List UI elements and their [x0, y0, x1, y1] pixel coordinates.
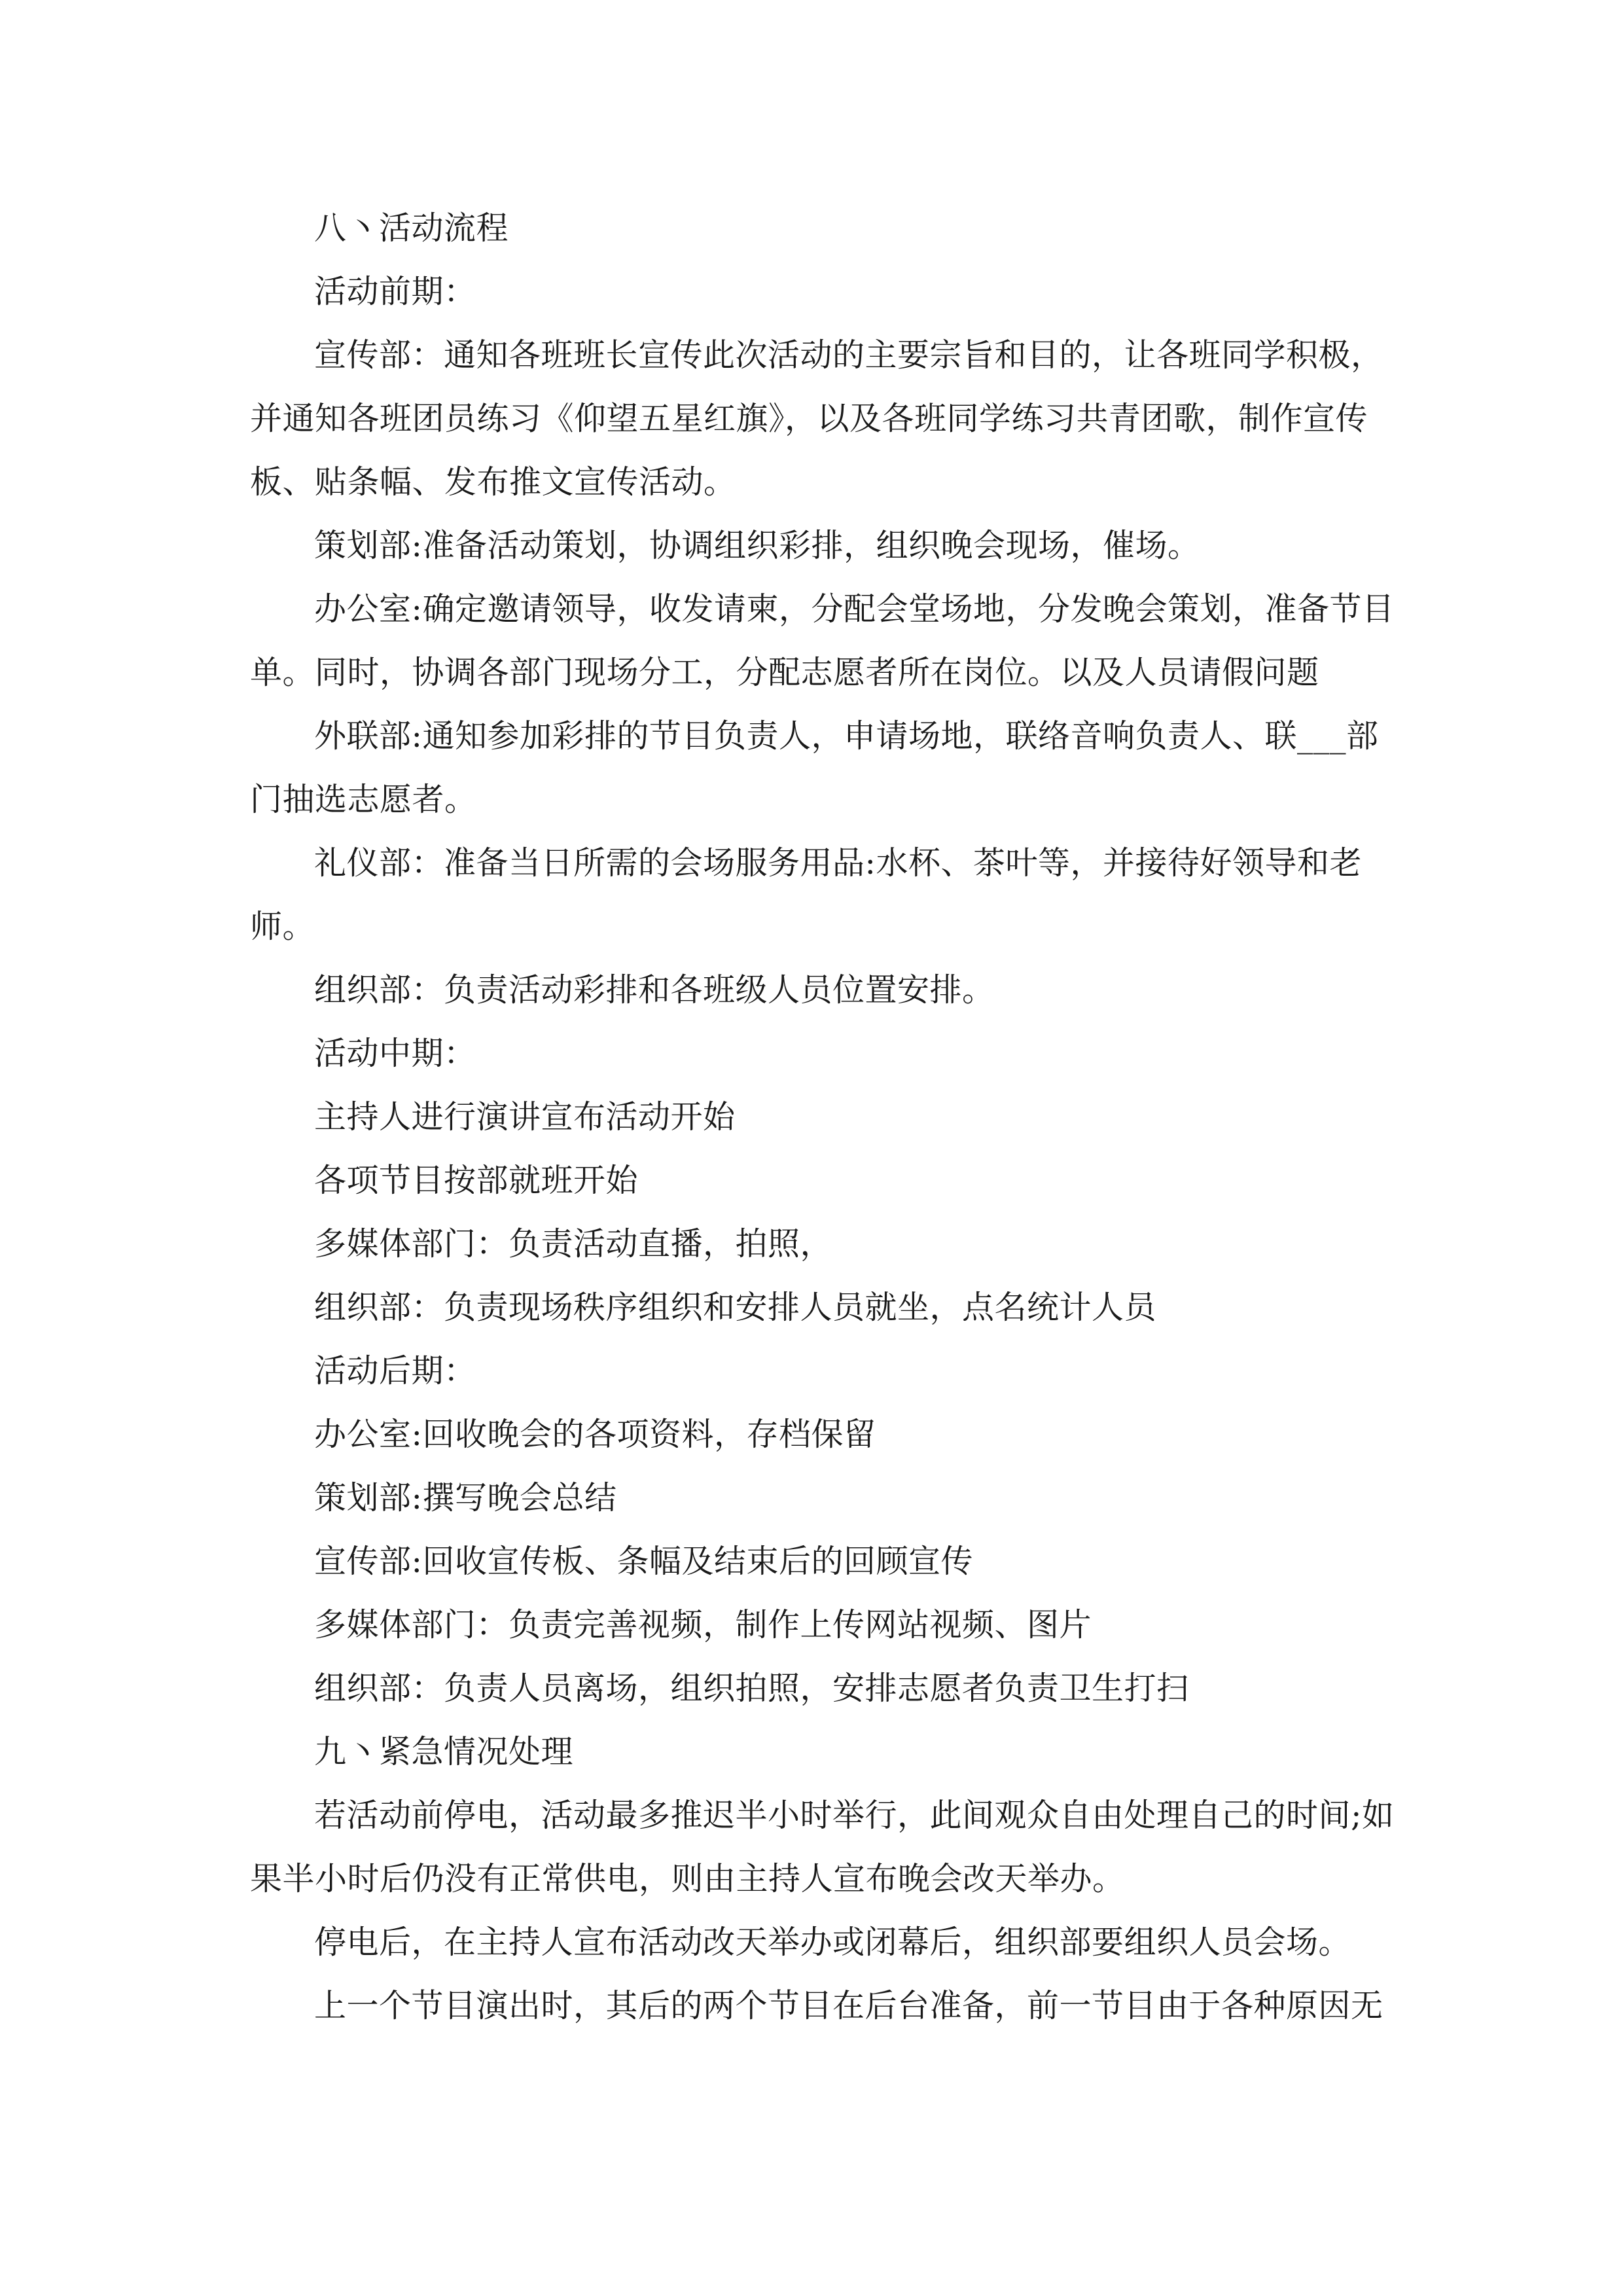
paragraph-programs-start: 各项节目按部就班开始 [314, 1162, 639, 1199]
paragraph-after-outage: 停电后，在主持人宣布活动改天举办或闭幕后，组织部要组织人员会场。 [314, 1924, 1351, 1961]
section-heading-activity-flow: 八丶活动流程 [314, 209, 509, 247]
paragraph-planning-dept: 策划部:准备活动策划，协调组织彩排，组织晚会现场，催场。 [314, 527, 1200, 564]
paragraph-publicity-review: 宣传部:回收宣传板、条幅及结束后的回顾宣传 [314, 1543, 974, 1580]
paragraph-multimedia-video: 多媒体部门：负责完善视频，制作上传网站视频、图片 [314, 1606, 1092, 1643]
document-body [250, 196, 1402, 2037]
subheading-mid-activity: 活动中期： [314, 1035, 476, 1072]
section-heading-emergency: 九丶紧急情况处理 [314, 1733, 574, 1770]
paragraph-office-archive: 办公室:回收晚会的各项资料，存档保留 [314, 1416, 876, 1453]
paragraph-power-outage: 若活动前停电，活动最多推迟半小时举行，此间观众自由处理自己的时间;如果半小时后仍没有正常供电，则由主持人宣布晚会改天举办。 [250, 1797, 1395, 1897]
paragraph-organization-order: 组织部：负责现场秩序组织和安排人员就坐，点名统计人员 [314, 1289, 1157, 1326]
paragraph-publicity-dept: 宣传部：通知各班班长宣传此次活动的主要宗旨和目的，让各班同学积极，并通知各班团员练习《仰望五星红旗》，以及各班同学练习共青团歌，制作宣传板、贴条幅、发布推文宣传活动。 [250, 336, 1383, 501]
paragraph-organization-dept: 组织部：负责活动彩排和各班级人员位置安排。 [314, 971, 995, 1009]
paragraph-multimedia-live: 多媒体部门：负责活动直播，拍照， [314, 1225, 833, 1263]
paragraph-office: 办公室:确定邀请领导，收发请柬，分配会堂场地，分发晚会策划，准备节目单。同时，协调各部门现场分工，分配志愿者所在岗位。以及人员请假问题 [250, 590, 1395, 691]
paragraph-organization-exit: 组织部：负责人员离场，组织拍照，安排志愿者负责卫生打扫 [314, 1670, 1189, 1707]
paragraph-backstage-prep: 上一个节目演出时，其后的两个节目在后台准备，前一节目由于各种原因无 [314, 1987, 1383, 2024]
paragraph-etiquette-dept: 礼仪部：准备当日所需的会场服务用品:水杯、茶叶等，并接待好领导和老师。 [250, 844, 1363, 945]
subheading-post-activity: 活动后期： [314, 1352, 476, 1390]
paragraph-liaison-dept: 外联部:通知参加彩排的节目负责人，申请场地，联络音响负责人、联___部门抽选志愿者。 [250, 717, 1379, 818]
paragraph-host-opening: 主持人进行演讲宣布活动开始 [314, 1098, 736, 1136]
subheading-pre-activity: 活动前期： [314, 273, 476, 310]
paragraph-planning-summary: 策划部:撰写晚会总结 [314, 1479, 617, 1516]
